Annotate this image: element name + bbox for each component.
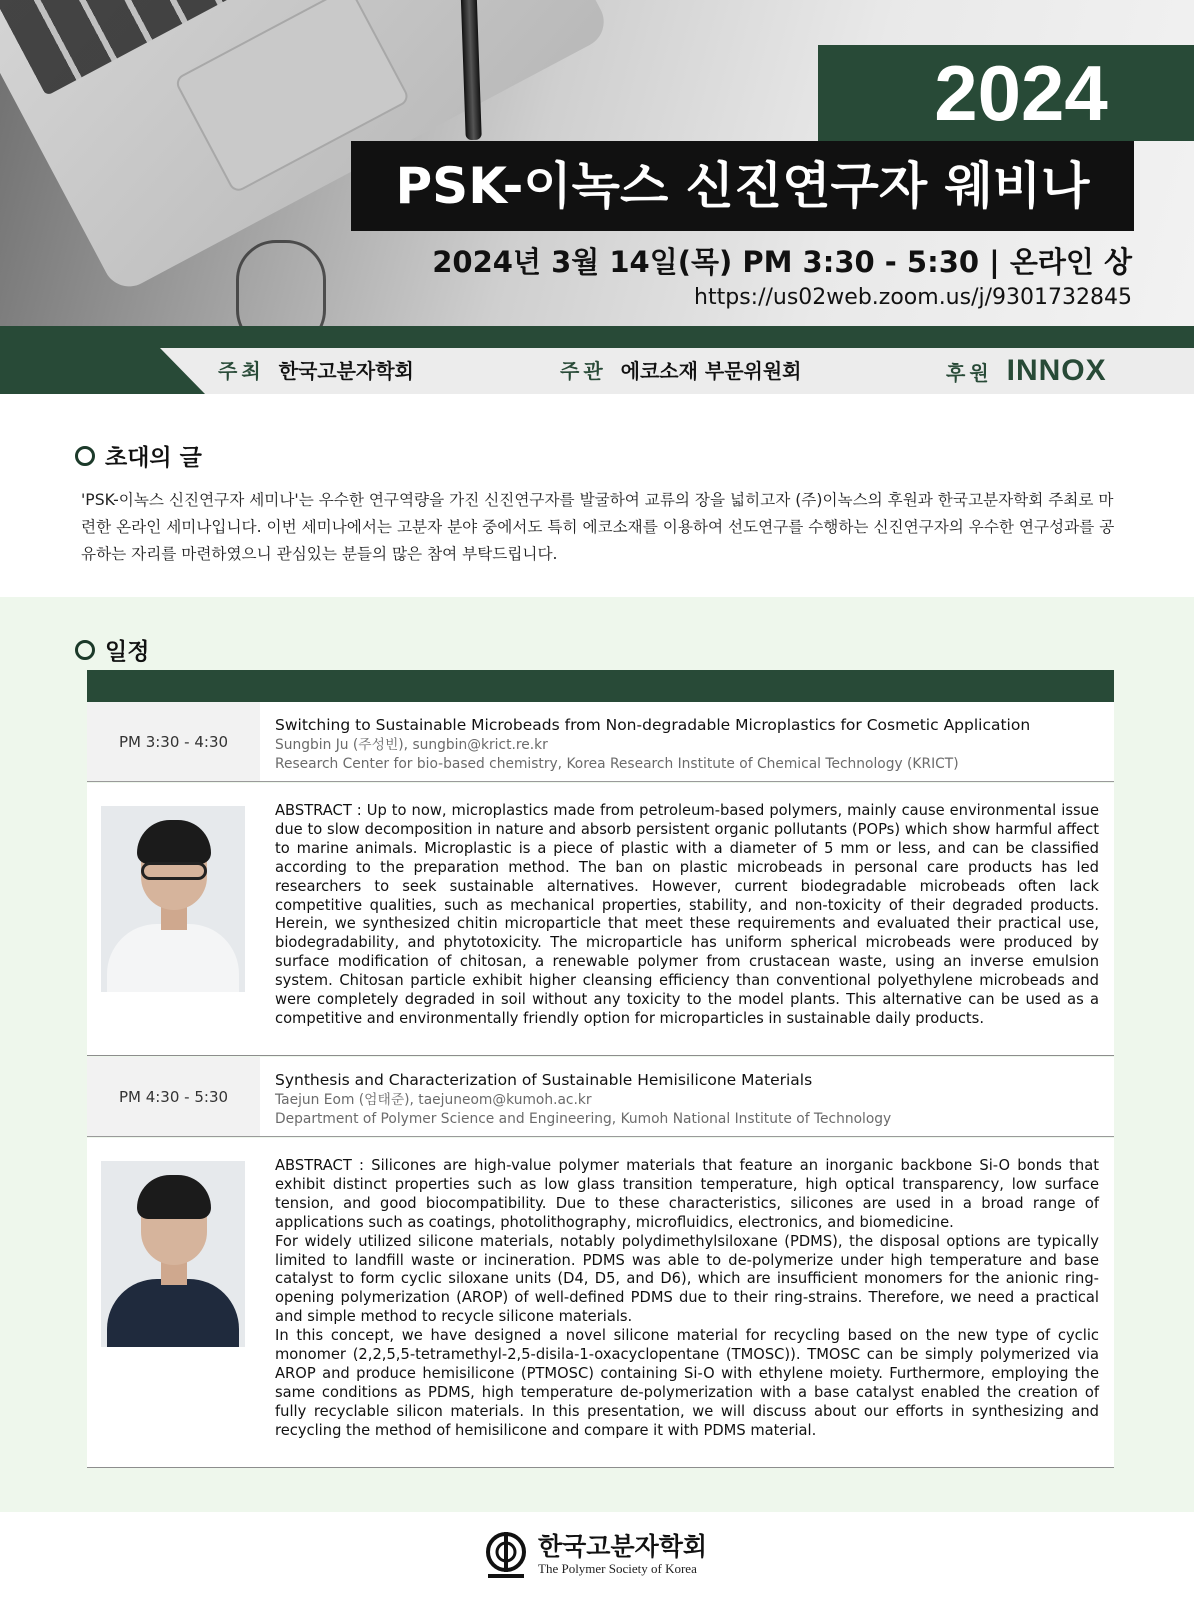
title-box <box>351 141 1134 231</box>
speaker-2-shirt <box>107 1279 239 1347</box>
schedule-title: 일정 <box>105 639 150 665</box>
talk-2-title: Synthesis and Characterization of Sustainable Hemisilicone Materials <box>275 1071 813 1089</box>
host-label: 주최 <box>218 359 265 383</box>
host-name: 한국고분자학회 <box>278 359 414 383</box>
society-name-ko: 한국고분자학회 <box>538 1532 708 1561</box>
talk-1-abstract-row <box>87 783 1114 1056</box>
organizer-stripe <box>0 326 1194 348</box>
talk-2-time: PM 4:30 - 5:30 <box>87 1057 260 1136</box>
society-name-block <box>538 1533 707 1577</box>
event-year: 2024 <box>934 49 1108 137</box>
talk-1-time: PM 3:30 - 4:30 <box>87 702 260 781</box>
innox-logo: INNOX <box>1006 354 1107 387</box>
talk-2-info <box>275 1069 1105 1129</box>
invitation-title: 초대의 글 <box>105 445 202 471</box>
speaker-1-shirt <box>107 924 239 992</box>
bullet-circle-icon <box>75 446 95 466</box>
talk-2-abstract-p1: ABSTRACT : Silicones are high-value polymer materials that feature an inorganic backbone Si-O bonds that exhibit distinct properties such as low glass transition temperature, high optical transparency, low surface tension, and good biocompatibility. Due to these characteristics, silicones are used in a broad range of applications such as coatings, photolithography, microfluidics, electronics, and biomedicine. <box>275 1157 1099 1231</box>
talk-2-abstract-p3: In this concept, we have designed a novel silicone material for recycling based on the new type of cyclic monomer (2,2,5,5-tetramethyl-2,5-disila-1-oxacyclopentane (TMOSC)). TMOSC can be simply polymerized via AROP and produce hemisilicone (PTMOSC) containing Si-O with ethylene moiety. Furthermore, employing the same conditions as PDMS, high temperature de-polymerization with a base catalyst enabled the creation of fully recyclable silicon materials. In this presentation, we will discuss about our efforts in synthesizing and recycling the method of hemisilicone and compare it with PDMS material. <box>275 1327 1099 1439</box>
year-box <box>818 45 1194 141</box>
glasses-image <box>236 240 326 326</box>
society-name-en: The Polymer Society of Korea <box>538 1561 697 1576</box>
speaker-1-glasses <box>141 862 207 880</box>
host-info <box>218 348 414 394</box>
bullet-circle-icon <box>75 640 95 660</box>
schedule-table-header <box>87 670 1114 702</box>
event-title: PSK-이녹스 신진연구자 웨비나 <box>395 157 1090 215</box>
organizer-info <box>560 348 801 394</box>
invitation-body: 'PSK-이녹스 신진연구자 세미나'는 우수한 연구역량을 가진 신진연구자를 발굴하여 교류의 장을 넓히고자 (주)이녹스의 후원과 한국고분자학회 주최로 마련한 온라인 세미나입니다. 이번 세미나에서는 고분자 분야 중에서도 특히 에코소재를 이용하여 선도연구를 수행하는 신진연구자의 우수한 연구성과를 공유하는 자리를 마련하였으니 관심있는 분들의 많은 참여 부탁드립니다. <box>81 491 1115 563</box>
invitation-heading <box>75 439 202 472</box>
talk-1-abstract <box>275 802 1099 1029</box>
speaker-1-hair <box>137 820 211 864</box>
speaker-1-photo <box>101 806 245 992</box>
hero-banner <box>0 0 1194 326</box>
schedule-heading <box>75 633 149 666</box>
polymer-society-emblem-icon <box>484 1530 528 1580</box>
sponsor-label: 후원 <box>946 361 993 385</box>
event-url[interactable]: https://us02web.zoom.us/j/9301732845 <box>694 285 1132 310</box>
talk-1-abstract-p1: ABSTRACT : Up to now, microplastics made from petroleum-based polymers, mainly cause environmental issue due to slow decomposition in nature and absorb persistent organic pollutants (POPs) which show harmful affect to marine animals. Microplastic is a piece of plastic with a diameter of 5 mm or less, and can be classified according to the preparation method. The ban on plastic microbeads in personal care products has led researchers to seek sustainable alternatives. However, current biodegradable microbeads often lack competitive qualities, such as mechanical properties, stability, and non-toxicity of their degraded products. Herein, we synthesized chitin microparticle that meet these requirements and evaluated their practical use, biodegradability, and phytotoxicity. The microparticle has uniform spherical microbeads were produced by surface modification of chitosan, a renewable polymer from crustacean waste, using an inverse emulsion system. Chitosan particle exhibit higher cleansing efficiency than conventional polyethylene microbeads and were completely degraded in soil without any toxicity to the model plants. This alternative can be used as a competitive and environmentally friendly option for microparticles in sustainable daily products. <box>275 802 1099 1027</box>
sponsor-info <box>946 348 1107 394</box>
talk-2-abstract-row <box>87 1138 1114 1468</box>
talk-1-info <box>275 714 1105 774</box>
event-date: 2024년 3월 14일(목) PM 3:30 - 5:30 | 온라인 상 <box>432 245 1132 279</box>
talk-1-row <box>87 702 1114 782</box>
talk-2-row <box>87 1057 1114 1137</box>
talk-1-affiliation: Research Center for bio-based chemistry, Korea Research Institute of Chemical Technology (KRICT) <box>275 756 959 772</box>
talk-2-affiliation: Department of Polymer Science and Engineering, Kumoh National Institute of Technology <box>275 1111 892 1127</box>
talk-2-abstract <box>275 1157 1099 1441</box>
talk-1-title: Switching to Sustainable Microbeads from Non-degradable Microplastics for Cosmetic Application <box>275 716 1031 734</box>
organizer-name: 에코소재 부문위원회 <box>620 359 802 383</box>
speaker-2-hair <box>137 1175 211 1219</box>
talk-2-abstract-p2: For widely utilized silicone materials, notably polydimethylsiloxane (PDMS), the disposal options are typically limited to landfill waste or incineration. PDMS was able to de-polymerize under high temperature and base catalyst to form cyclic siloxane units (D4, D5, and D6), which are insufficient monomers for the anionic ring-opening polymerization (AROP) of well-defined PDMS due to their ring-strains. Therefore, we need a practical and simple method to recycle silicone materials. <box>275 1232 1099 1326</box>
speaker-2-photo <box>101 1161 245 1347</box>
footer <box>0 1512 1194 1607</box>
society-logo <box>484 1530 707 1580</box>
talk-1-speaker: Sungbin Ju (주성빈), sungbin@krict.re.kr <box>275 737 548 753</box>
organizer-label: 주관 <box>560 359 607 383</box>
talk-2-speaker: Taejun Eom (엄태준), taejuneom@kumoh.ac.kr <box>275 1092 592 1108</box>
